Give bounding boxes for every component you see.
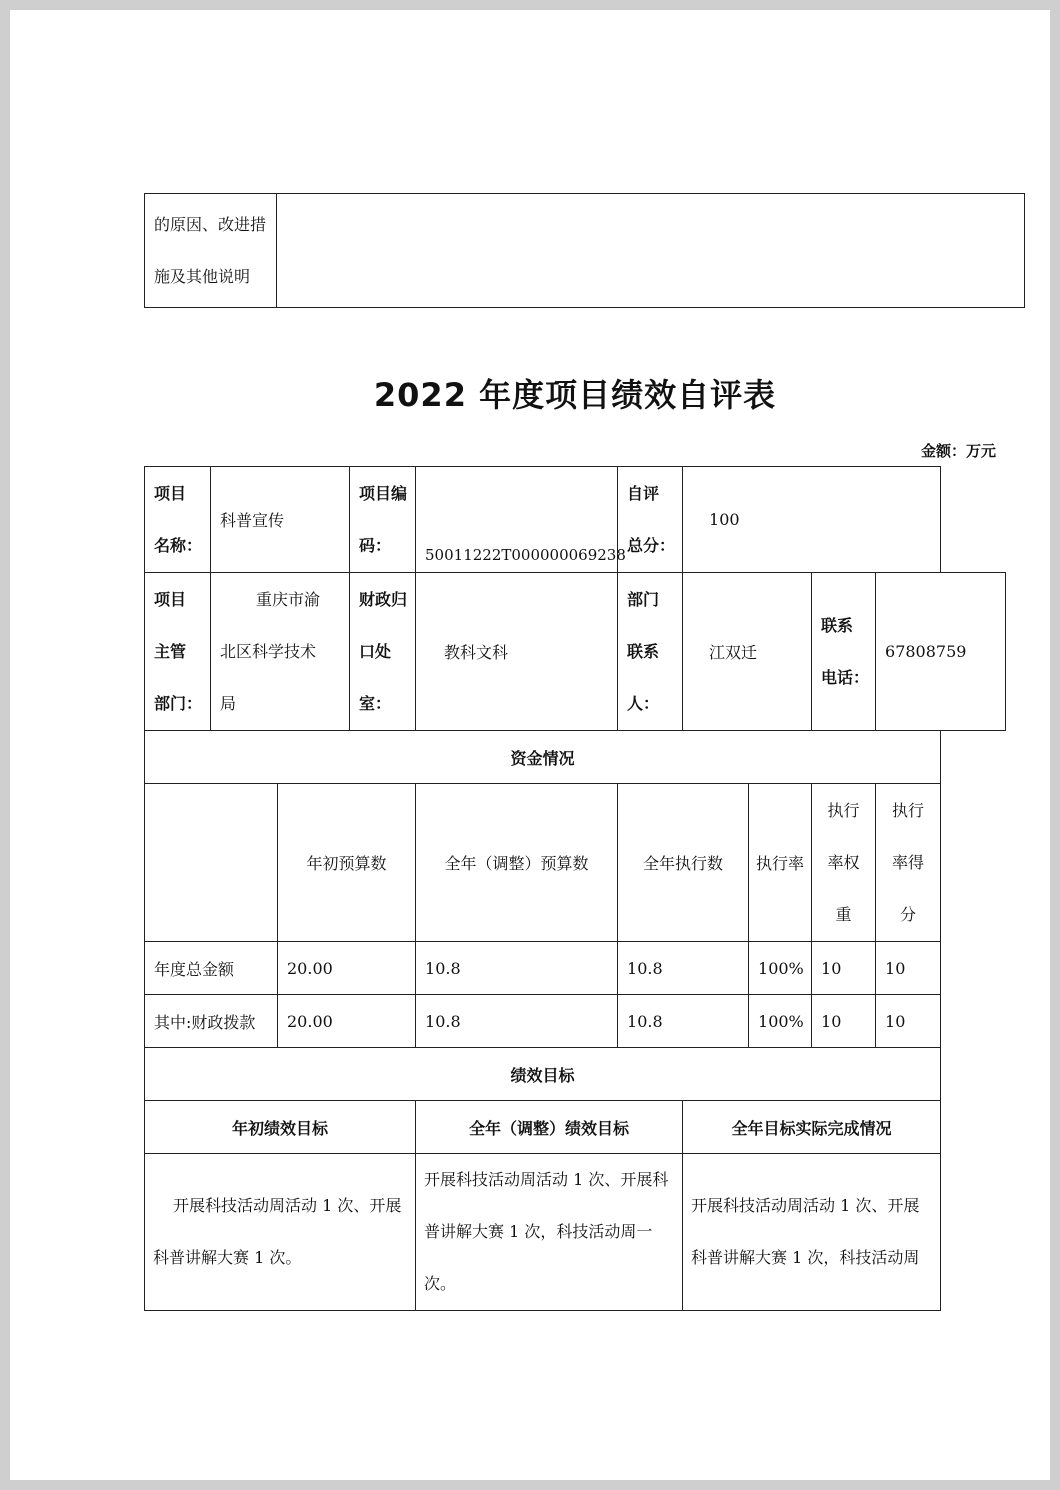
funds-row-weight: 10	[812, 995, 876, 1048]
page-title: 2022 年度项目绩效自评表	[373, 376, 777, 414]
funds-row-initial: 20.00	[278, 942, 416, 995]
explanation-label-line: 的原因、改进措	[154, 214, 267, 234]
funds-row	[145, 995, 1006, 1048]
project-code-label: 项目编 码：	[350, 467, 416, 573]
funds-row-adjusted: 10.8	[416, 942, 618, 995]
previous-table-fragment	[144, 193, 1025, 308]
funds-header-blank	[145, 784, 278, 942]
phone-label: 联系 电话：	[812, 573, 876, 731]
funds-row-label: 其中:财政拨款	[145, 995, 278, 1048]
project-name-value: 科普宣传	[211, 467, 350, 573]
explanation-label-line: 施及其他说明	[154, 266, 251, 286]
goals-actual-text: 开展科技活动周活动 1 次、开展科普讲解大赛 1 次，科技活动周	[683, 1154, 941, 1311]
funds-header-initial: 年初预算数	[278, 784, 416, 942]
document-page	[10, 10, 1050, 1480]
funds-header-adjusted: 全年（调整）预算数	[416, 784, 618, 942]
funds-header-rate: 执行率	[749, 784, 812, 942]
self-score-label: 自评 总分：	[618, 467, 683, 573]
department-label: 项目 主管 部门：	[145, 573, 211, 731]
funds-header-weight: 执行 率权 重	[812, 784, 876, 942]
contact-value: 江双迁	[683, 573, 812, 731]
funds-row-adjusted: 10.8	[416, 995, 618, 1048]
goals-initial-text: 开展科技活动周活动 1 次、开展科普讲解大赛 1 次。	[145, 1154, 416, 1311]
goals-section-title: 绩效目标	[145, 1048, 941, 1101]
explanation-label	[145, 194, 277, 308]
amount-unit: 金额：万元	[920, 442, 996, 460]
evaluation-table	[144, 466, 1006, 1311]
funds-row-executed: 10.8	[618, 942, 749, 995]
funds-row-score: 10	[876, 942, 941, 995]
project-name-label: 项目 名称：	[145, 467, 211, 573]
funds-row-label: 年度总金额	[145, 942, 278, 995]
funds-section-title: 资金情况	[145, 731, 941, 784]
funds-row	[145, 942, 1006, 995]
phone-value: 67808759	[876, 573, 1006, 731]
funds-header-executed: 全年执行数	[618, 784, 749, 942]
explanation-value	[277, 194, 1025, 308]
funds-row-score: 10	[876, 995, 941, 1048]
funds-row-initial: 20.00	[278, 995, 416, 1048]
funds-row-rate: 100%	[749, 995, 812, 1048]
self-score-value: 100	[683, 467, 941, 573]
goals-header-actual: 全年目标实际完成情况	[683, 1101, 941, 1154]
contact-label: 部门 联系 人：	[618, 573, 683, 731]
funds-row-rate: 100%	[749, 942, 812, 995]
finance-office-value: 教科文科	[416, 573, 618, 731]
goals-adjusted-text: 开展科技活动周活动 1 次、开展科普讲解大赛 1 次，科技活动周一次。	[416, 1154, 683, 1311]
funds-row-executed: 10.8	[618, 995, 749, 1048]
goals-header-adjusted: 全年（调整）绩效目标	[416, 1101, 683, 1154]
project-code-value: 50011222T000000069238	[416, 467, 618, 573]
finance-office-label: 财政归 口处 室：	[350, 573, 416, 731]
funds-row-weight: 10	[812, 942, 876, 995]
department-value: 重庆市渝 北区科学技术 局	[211, 573, 350, 731]
funds-header-score: 执行 率得 分	[876, 784, 941, 942]
goals-header-initial: 年初绩效目标	[145, 1101, 416, 1154]
